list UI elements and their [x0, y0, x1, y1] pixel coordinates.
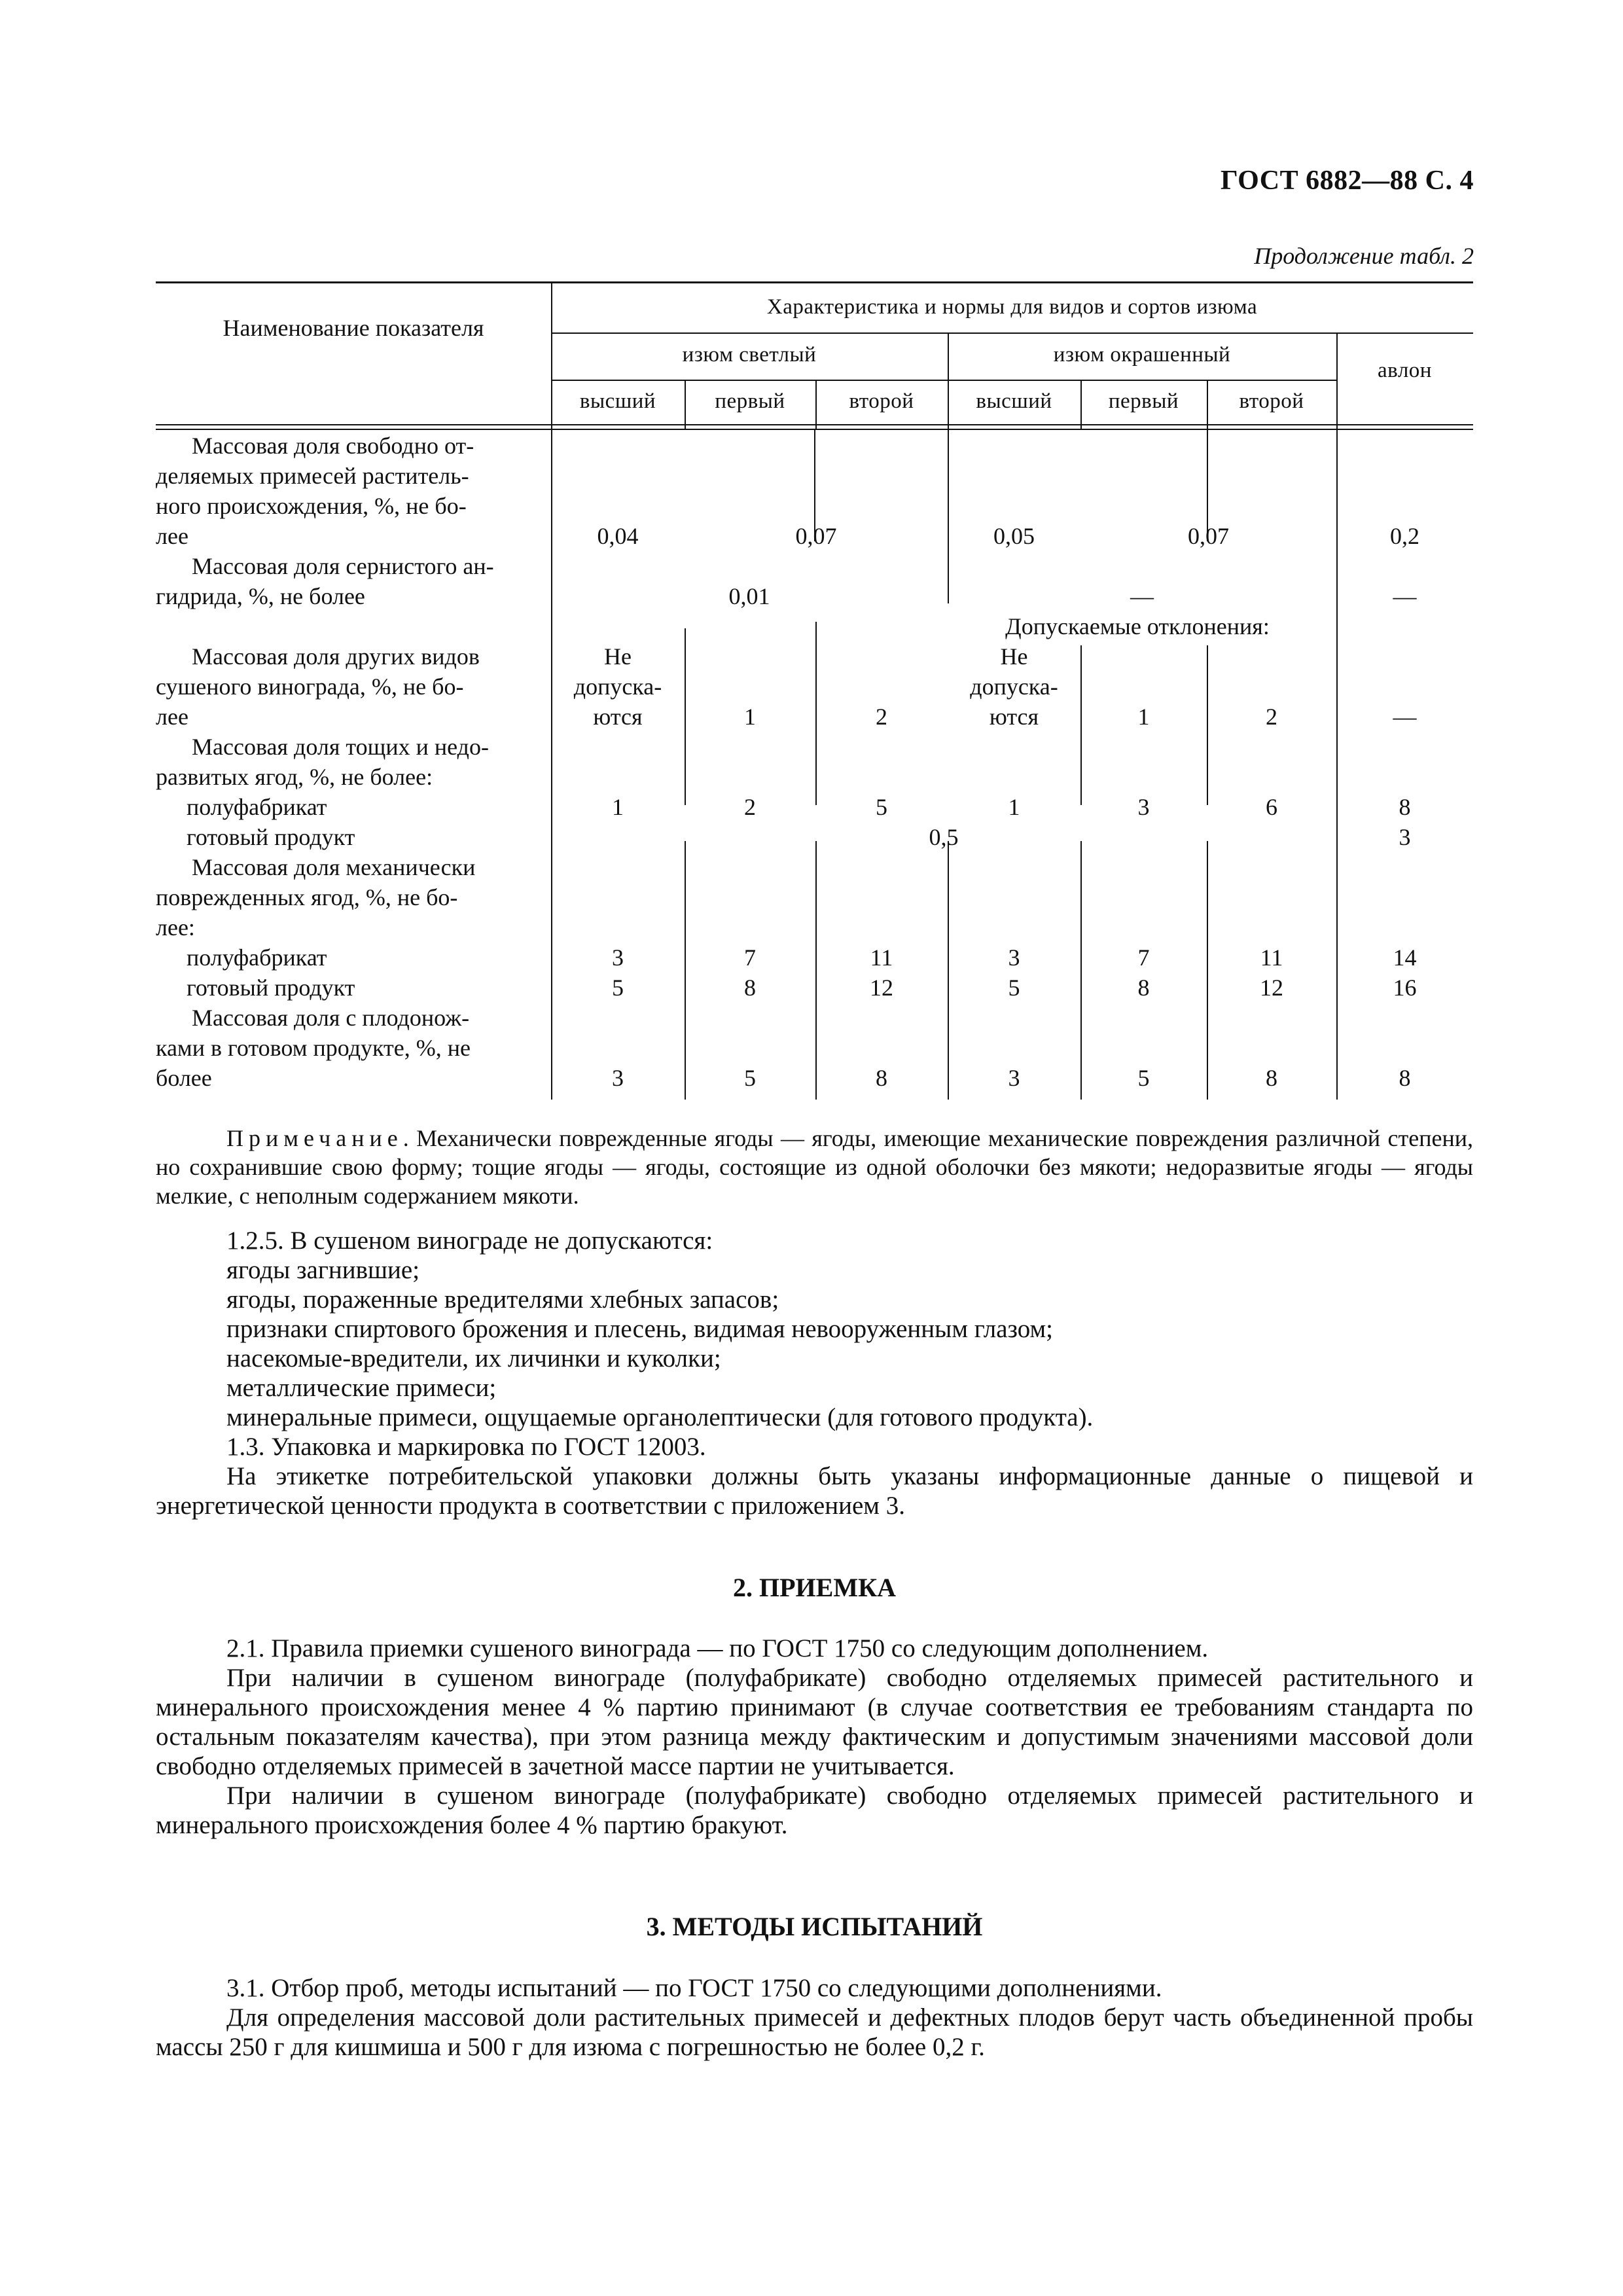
cell-value: 6: [1266, 794, 1277, 820]
cell-value: —: [1393, 583, 1417, 609]
list-item: ягоды, пораженные вредителями хлебных запасов;: [226, 1285, 779, 1314]
list-item: ягоды загнившие;: [226, 1256, 420, 1284]
cell-value: 8: [1266, 1065, 1277, 1091]
cell-value: 1: [612, 794, 624, 820]
list-item: признаки спиртового брожения и плесень, видимая невооруженным глазом;: [226, 1315, 1053, 1343]
row-label: лее:: [156, 914, 195, 941]
cell-value: 12: [870, 975, 893, 1001]
clause-1-3-title: 1.3. Упаковка и маркировка по ГОСТ 12003.: [226, 1433, 706, 1461]
cell-value: 0,2: [1390, 523, 1419, 549]
cell-value: 8: [1399, 1065, 1411, 1091]
row-label: сушеного винограда, %, не бо-: [156, 673, 464, 700]
cell-value: 11: [1260, 944, 1283, 971]
row-label: Массовая доля свободно от-: [192, 433, 474, 459]
page-header: ГОСТ 6882—88 С. 4: [1220, 166, 1474, 196]
sub-header-colored: изюм окрашенный: [1053, 343, 1231, 367]
grade-header: второй: [849, 389, 914, 413]
sub-header-light: изюм светлый: [682, 343, 817, 367]
row-label: деляемых примесей раститель-: [156, 463, 469, 489]
paragraph: При наличии в сушеном винограде (полуфабрикате) свободно отделяемых примесей растительного и минерального происхождения менее 4 % партию принимают (в случае соответствия ее требованиям стандарта по остальным показателям качества), при этом разница между фактическим и допустимым значениями массовой доли свободно отделяемых примесей в зачетной массе партии не учитывается.: [156, 1664, 1473, 1780]
grade-header: второй: [1239, 389, 1304, 413]
cell-value: 3: [612, 1065, 624, 1091]
col-name-text: Наименование показателя: [223, 315, 484, 341]
cell-value: 5: [744, 1065, 756, 1091]
cell-value: —: [1393, 704, 1417, 730]
table-note: [156, 1124, 1473, 1210]
cell-value: 0,5: [929, 824, 959, 850]
cell-value: 1: [1008, 794, 1020, 820]
row-label: лее: [156, 523, 188, 549]
cell-value: 8: [744, 975, 756, 1001]
cell-value: ются: [593, 704, 643, 730]
cell-value: ются: [989, 704, 1039, 730]
grade-header: первый: [715, 389, 785, 413]
row-label: Массовая доля тощих и недо-: [192, 734, 489, 760]
row-label: гидрида, %, не более: [156, 583, 365, 609]
paragraph: 2.1. Правила приемки сушеного винограда — по ГОСТ 1750 со следующим дополнением.: [226, 1634, 1209, 1662]
row-label: поврежденных ягод, %, не бо-: [156, 884, 458, 910]
cell-value: 5: [1008, 975, 1020, 1001]
col-name-header: [156, 315, 551, 340]
section-3-title: 3. МЕТОДЫ ИСПЫТАНИЙ: [646, 1912, 983, 1941]
clause-1-3-text: На этикетке потребительской упаковки должны быть указаны информационные данные о пищевой и энергетической ценности продукта в соответствии с приложением 3.: [156, 1462, 1473, 1520]
quality-table: [156, 281, 1473, 1100]
cell-value: Не: [604, 643, 632, 670]
cell-value: 5: [876, 794, 887, 820]
grade-header: первый: [1108, 389, 1179, 413]
row-label: Массовая доля механически: [192, 854, 476, 880]
row-label: Массовая доля других видов: [192, 643, 480, 670]
clause-1-2-5: [156, 1226, 1473, 1520]
row-label: развитых ягод, %, не более:: [156, 764, 433, 790]
cell-value: 3: [1008, 944, 1020, 971]
paragraph: Для определения массовой доли растительных примесей и дефектных плодов берут часть объединенной пробы массы 250 г для кишмиша и 500 г для изюма с погрешностью не более 0,2 г.: [156, 2003, 1473, 2061]
row-sublabel: полуфабрикат: [187, 944, 327, 971]
clause-intro: 1.2.5. В сушеном винограде не допускаются:: [226, 1227, 713, 1255]
cell-value: 16: [1393, 975, 1417, 1001]
table-top-rule: [156, 281, 1473, 283]
cell-value: 7: [1137, 944, 1150, 971]
header-rule-3a: [156, 424, 1473, 425]
cell-value: 0,07: [795, 523, 837, 549]
cell-value: допуска-: [573, 673, 662, 700]
cell-value: 14: [1393, 944, 1417, 971]
cell-value: —: [1130, 583, 1154, 609]
cell-value: 0,05: [993, 523, 1035, 549]
paragraph: При наличии в сушеном винограде (полуфабрикате) свободно отделяемых примесей растительного и минерального происхождения более 4 % партию бракуют.: [156, 1782, 1473, 1839]
cell-value: 1: [744, 704, 756, 730]
cell-value: 8: [1399, 794, 1411, 820]
group-header: Характеристика и нормы для видов и сортов изюма: [766, 295, 1258, 319]
paragraph: 3.1. Отбор проб, методы испытаний — по ГОСТ 1750 со следующими дополнениями.: [226, 1974, 1162, 2002]
row-sublabel: полуфабрикат: [187, 794, 327, 820]
cell-value: 0,01: [728, 583, 770, 609]
cell-value: 0,04: [597, 523, 639, 549]
note-text: . Механически поврежденные ягоды — ягоды, имеющие механические повреждения различной степени, но сохранившие свою форму; тощие ягоды — ягоды, состоящие из одной оболочки без мякоти; недоразвитые ягоды — ягоды мелкие, с неполным содержанием мякоти.: [156, 1125, 1473, 1209]
row-sublabel: готовый продукт: [187, 824, 355, 850]
cell-value: 5: [612, 975, 624, 1001]
cell-value: 7: [744, 944, 756, 971]
list-item: металлические примеси;: [226, 1374, 497, 1402]
grade-header: высший: [579, 389, 656, 413]
cell-value: 12: [1260, 975, 1283, 1001]
section-3-body: [156, 1973, 1473, 2062]
cell-value: 8: [876, 1065, 887, 1091]
cell-value: Не: [1000, 643, 1028, 670]
row-label: Массовая доля с плодонож-: [192, 1005, 470, 1031]
cell-value: 2: [876, 704, 887, 730]
table-continuation-label: Продолжение табл. 2: [1254, 243, 1474, 269]
cell-value: 5: [1137, 1065, 1150, 1091]
row-label: более: [156, 1065, 212, 1091]
sub-header-avlon: авлон: [1378, 359, 1432, 382]
cell-value: 3: [612, 944, 624, 971]
row-label: лее: [156, 704, 188, 730]
row-label: ного происхождения, %, не бо-: [156, 493, 467, 519]
list-item: насекомые-вредители, их личинки и куколки;: [226, 1344, 721, 1372]
cell-value: 2: [744, 794, 756, 820]
header-rule-1: [551, 332, 1473, 334]
cell-value: допуска-: [970, 673, 1058, 700]
cell-value: 3: [1008, 1065, 1020, 1091]
row-sublabel: готовый продукт: [187, 975, 355, 1001]
list-item: минеральные примеси, ощущаемые органолептически (для готового продукта).: [226, 1403, 1094, 1431]
cell-value: 3: [1137, 794, 1150, 820]
cell-value: 2: [1266, 704, 1277, 730]
cell-value: 3: [1399, 824, 1411, 850]
cell-value: 8: [1137, 975, 1150, 1001]
header-rule-2: [551, 380, 1336, 381]
cell-value: 0,07: [1188, 523, 1229, 549]
row-label: ками в готовом продукте, %, не: [156, 1035, 471, 1061]
cell-value: 11: [870, 944, 893, 971]
grade-header: высший: [976, 389, 1052, 413]
section-2-body: [156, 1634, 1473, 1840]
note-word: Примечание: [226, 1125, 403, 1151]
row-label: Массовая доля сернистого ан-: [192, 553, 494, 579]
cell-value: 1: [1137, 704, 1150, 730]
section-2-title: 2. ПРИЕМКА: [733, 1573, 896, 1602]
deviation-caption: Допускаемые отклонения:: [1005, 613, 1270, 639]
